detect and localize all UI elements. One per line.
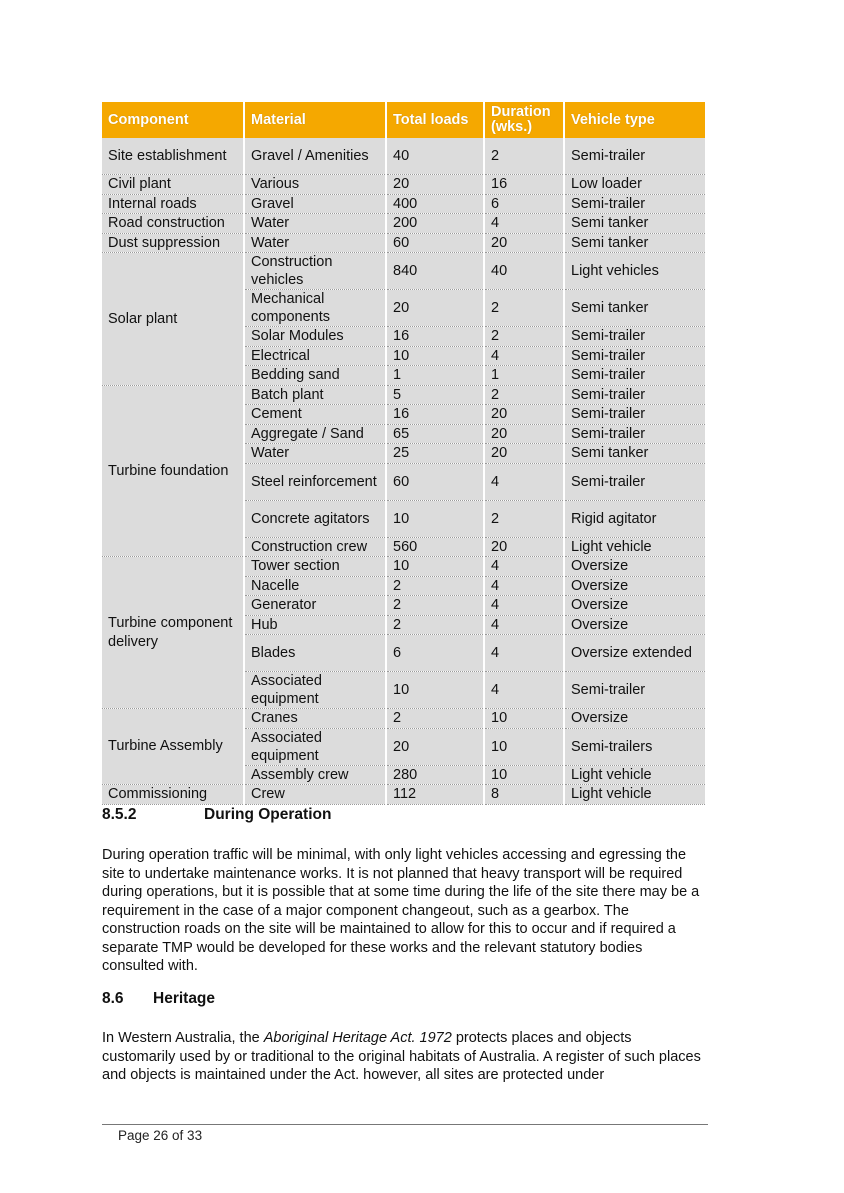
cell-loads: 2 [386,576,484,596]
cell-material: Gravel [244,194,386,214]
cell-duration: 2 [484,138,564,175]
cell-vehicle: Semi-trailer [564,405,705,425]
cell-loads: 560 [386,537,484,557]
cell-duration: 6 [484,194,564,214]
cell-duration: 4 [484,346,564,366]
cell-material: Water [244,233,386,253]
cell-vehicle: Oversize [564,557,705,577]
cell-loads: 65 [386,424,484,444]
cell-loads: 200 [386,214,484,234]
cell-duration: 20 [484,424,564,444]
cell-duration: 10 [484,765,564,785]
cell-material: Water [244,214,386,234]
cell-material: Cement [244,405,386,425]
header-component: Component [102,102,244,138]
cell-loads: 2 [386,615,484,635]
cell-vehicle: Semi tanker [564,233,705,253]
cell-vehicle: Low loader [564,175,705,195]
cell-duration: 10 [484,728,564,765]
cell-loads: 2 [386,709,484,729]
table-row [102,175,705,195]
cell-vehicle: Oversize [564,576,705,596]
cell-duration: 20 [484,233,564,253]
cell-loads: 20 [386,728,484,765]
cell-vehicle: Semi-trailers [564,728,705,765]
paragraph-heritage [102,1029,706,1085]
cell-duration: 8 [484,785,564,805]
cell-material: Cranes [244,709,386,729]
page-number: Page 26 of 33 [118,1128,203,1143]
heritage-act-title: Aboriginal Heritage Act. 1972 [263,1030,452,1046]
cell-material: Mechanical components [244,290,386,327]
cell-duration: 4 [484,672,564,709]
cell-material: Aggregate / Sand [244,424,386,444]
table-row [102,194,705,214]
cell-loads: 20 [386,290,484,327]
cell-loads: 840 [386,253,484,290]
cell-duration: 4 [484,635,564,672]
cell-material: Batch plant [244,385,386,405]
cell-loads: 400 [386,194,484,214]
cell-material: Various [244,175,386,195]
cell-material: Electrical [244,346,386,366]
cell-loads: 25 [386,444,484,464]
cell-material: Steel reinforcement [244,463,386,500]
cell-duration: 4 [484,557,564,577]
cell-vehicle: Semi-trailer [564,138,705,175]
cell-component-turbine-foundation: Turbine foundation [102,385,244,557]
cell-duration: 4 [484,576,564,596]
cell-duration: 4 [484,596,564,616]
table-row [102,385,705,405]
table-header [102,102,705,138]
cell-duration: 16 [484,175,564,195]
cell-loads: 20 [386,175,484,195]
cell-duration: 1 [484,366,564,386]
header-total-loads: Total loads [386,102,484,138]
section-title: Heritage [153,990,216,1007]
cell-loads: 6 [386,635,484,672]
cell-duration: 4 [484,214,564,234]
cell-duration: 2 [484,290,564,327]
cell-vehicle: Semi-trailer [564,463,705,500]
cell-duration: 20 [484,444,564,464]
cell-vehicle: Light vehicle [564,765,705,785]
table-row [102,253,705,290]
cell-material: Hub [244,615,386,635]
paragraph-during-operation: During operation traffic will be minimal, with only light vehicles accessing and egressing the site to undertake maintenance works. It is not planned that heavy transport will be required during operations, but it is possible that at some time during the life of the site there may be a requirement in the case of a major component changeout, such as a gearbox. The construction roads on the site will be maintained to allow for this to occur and if required a separate TMP would be developed for these works and the relevant statutory bodies consulted with. [102,847,700,974]
cell-vehicle: Oversize [564,709,705,729]
cell-material: Water [244,444,386,464]
cell-material: Construction vehicles [244,253,386,290]
cell-vehicle: Semi-trailer [564,385,705,405]
cell-vehicle: Semi-trailer [564,194,705,214]
header-duration: Duration (wks.) [484,102,564,138]
cell-loads: 1 [386,366,484,386]
cell-loads: 40 [386,138,484,175]
cell-material: Gravel / Amenities [244,138,386,175]
cell-duration: 4 [484,615,564,635]
cell-loads: 10 [386,346,484,366]
cell-material: Construction crew [244,537,386,557]
table-row [102,138,705,175]
cell-material: Associated equipment [244,728,386,765]
cell-material: Assembly crew [244,765,386,785]
cell-component: Commissioning [102,785,244,805]
cell-loads: 5 [386,385,484,405]
cell-material: Crew [244,785,386,805]
cell-loads: 10 [386,672,484,709]
cell-vehicle: Light vehicle [564,537,705,557]
cell-component-turbine-component-delivery: Turbine component delivery [102,557,244,709]
header-material: Material [244,102,386,138]
section-heading-8-5-2 [102,806,331,824]
cell-vehicle: Oversize [564,596,705,616]
table-row [102,557,705,577]
cell-duration: 20 [484,537,564,557]
cell-component: Road construction [102,214,244,234]
cell-material: Tower section [244,557,386,577]
cell-duration: 2 [484,385,564,405]
cell-vehicle: Semi-trailer [564,346,705,366]
cell-loads: 60 [386,463,484,500]
cell-vehicle: Semi-trailer [564,672,705,709]
cell-vehicle: Semi tanker [564,290,705,327]
cell-duration: 40 [484,253,564,290]
traffic-loads-table [102,102,705,805]
cell-loads: 280 [386,765,484,785]
cell-loads: 16 [386,327,484,347]
cell-vehicle: Semi-trailer [564,327,705,347]
cell-duration: 2 [484,327,564,347]
heritage-text-pre: In Western Australia, the [102,1030,264,1046]
cell-loads: 112 [386,785,484,805]
cell-component-solar-plant: Solar plant [102,253,244,386]
cell-loads: 2 [386,596,484,616]
cell-material: Bedding sand [244,366,386,386]
cell-component: Dust suppression [102,233,244,253]
cell-duration: 2 [484,500,564,537]
cell-material: Nacelle [244,576,386,596]
cell-material: Associated equipment [244,672,386,709]
cell-component-turbine-assembly: Turbine Assembly [102,709,244,785]
cell-vehicle: Semi-trailer [564,366,705,386]
cell-component: Civil plant [102,175,244,195]
cell-vehicle: Oversize extended [564,635,705,672]
cell-vehicle: Light vehicle [564,785,705,805]
section-number: 8.6 [102,990,124,1007]
table-row [102,785,705,805]
table-row [102,233,705,253]
cell-duration: 20 [484,405,564,425]
cell-vehicle: Semi tanker [564,214,705,234]
cell-vehicle: Semi-trailer [564,424,705,444]
heritage-text-post: protects places and objects customarily used by or traditional to the original habitats of Australia. A register of such places and objects is maintained under the Act. however, all sites are protected under [102,1030,701,1083]
cell-material: Generator [244,596,386,616]
footer-divider [102,1124,708,1125]
table-row [102,214,705,234]
cell-component: Internal roads [102,194,244,214]
cell-vehicle: Semi tanker [564,444,705,464]
cell-material: Blades [244,635,386,672]
cell-loads: 10 [386,557,484,577]
cell-vehicle: Light vehicles [564,253,705,290]
table-row [102,709,705,729]
cell-component: Site establishment [102,138,244,175]
section-title: During Operation [204,806,332,823]
cell-loads: 60 [386,233,484,253]
cell-material: Solar Modules [244,327,386,347]
section-number: 8.5.2 [102,806,137,823]
cell-duration: 10 [484,709,564,729]
section-heading-8-6 [102,990,215,1008]
cell-loads: 10 [386,500,484,537]
cell-vehicle: Oversize [564,615,705,635]
cell-loads: 16 [386,405,484,425]
cell-material: Concrete agitators [244,500,386,537]
cell-vehicle: Rigid agitator [564,500,705,537]
header-vehicle-type: Vehicle type [564,102,705,138]
table-body [102,138,705,804]
cell-duration: 4 [484,463,564,500]
